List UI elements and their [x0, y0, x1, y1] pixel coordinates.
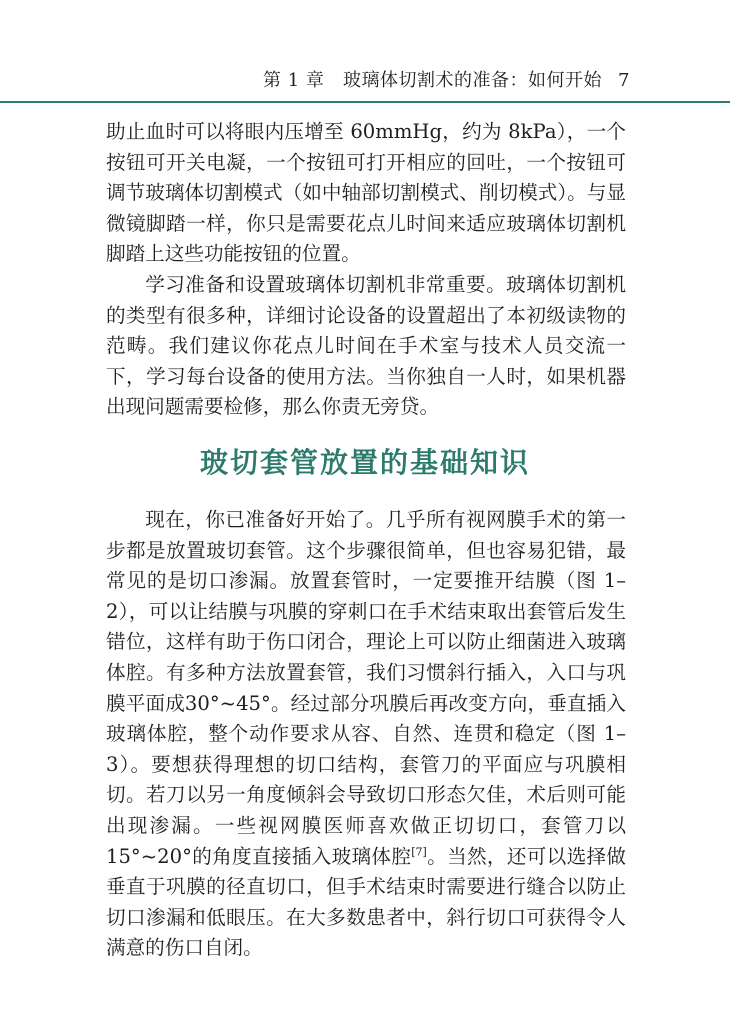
text-block-bottom — [106, 505, 626, 964]
header-rule — [0, 101, 730, 103]
citation-reference: [7] — [411, 845, 427, 858]
text-block-top — [106, 117, 626, 423]
page-number: 7 — [618, 70, 630, 91]
paragraph: 学习准备和设置玻璃体切割机非常重要。玻璃体切割机的类型有很多种，详细讨论设备的设置超出了本初级读物的范畴。我们建议你花点儿时间在手术室与技术人员交流一下，学习每台设备的使用方法。当你独自一人时，如果机器出现问题需要检修，那么你责无旁贷。 — [106, 272, 626, 419]
running-header — [263, 66, 630, 92]
paragraph-continued: 助止血时可以将眼内压增至 60mmHg，约为 8kPa），一个按钮可开关电凝，一个按钮可打开相应的回吐，一个按钮可调节玻璃体切割模式（如中轴部切割模式、削切模式）。与显微镜脚踏一样，你只是需要花点儿时间来适应玻璃体切割机脚踏上这些功能按钮的位置。 — [106, 120, 626, 266]
chapter-title: 玻璃体切割术的准备：如何开始 — [343, 70, 603, 91]
paragraph — [106, 505, 626, 964]
paragraph-text: 。当然，还可以选择做垂直于巩膜的径直切口，但手术结束时需要进行缝合以防止切口渗漏和低眼压。在大多数患者中，斜行切口可获得令人满意的伤口自闭。 — [106, 844, 626, 960]
paragraph-text: 现在，你已准备好开始了。几乎所有视网膜手术的第一步都是放置玻切套管。这个步骤很简单，但也容易犯错，最常见的是切口渗漏。放置套管时，一定要推开结膜（图 1–2），可以让结膜与巩膜的穿刺口在手术结束取出套管后发生错位，这样有助于伤口闭合，理论上可以防止细菌进入玻璃体腔。有多种方法放置套管，我们习惯斜行插入，入口与巩膜平面成30°~45°。经过部分巩膜后再改变方向，垂直插入玻璃体腔，整个动作要求从容、自然、连贯和稳定（图 1–3）。要想获得理想的切口结构，套管刀的平面应与巩膜相切。若刀以另一角度倾斜会导致切口形态欠佳，术后则可能出现渗漏。一些视网膜医师喜欢做正切切口，套管刀以 15°~20°的角度直接插入玻璃体腔 — [106, 508, 626, 868]
chapter-number: 第 1 章 — [262, 70, 325, 91]
section-heading: 玻切套管放置的基础知识 — [199, 446, 530, 479]
